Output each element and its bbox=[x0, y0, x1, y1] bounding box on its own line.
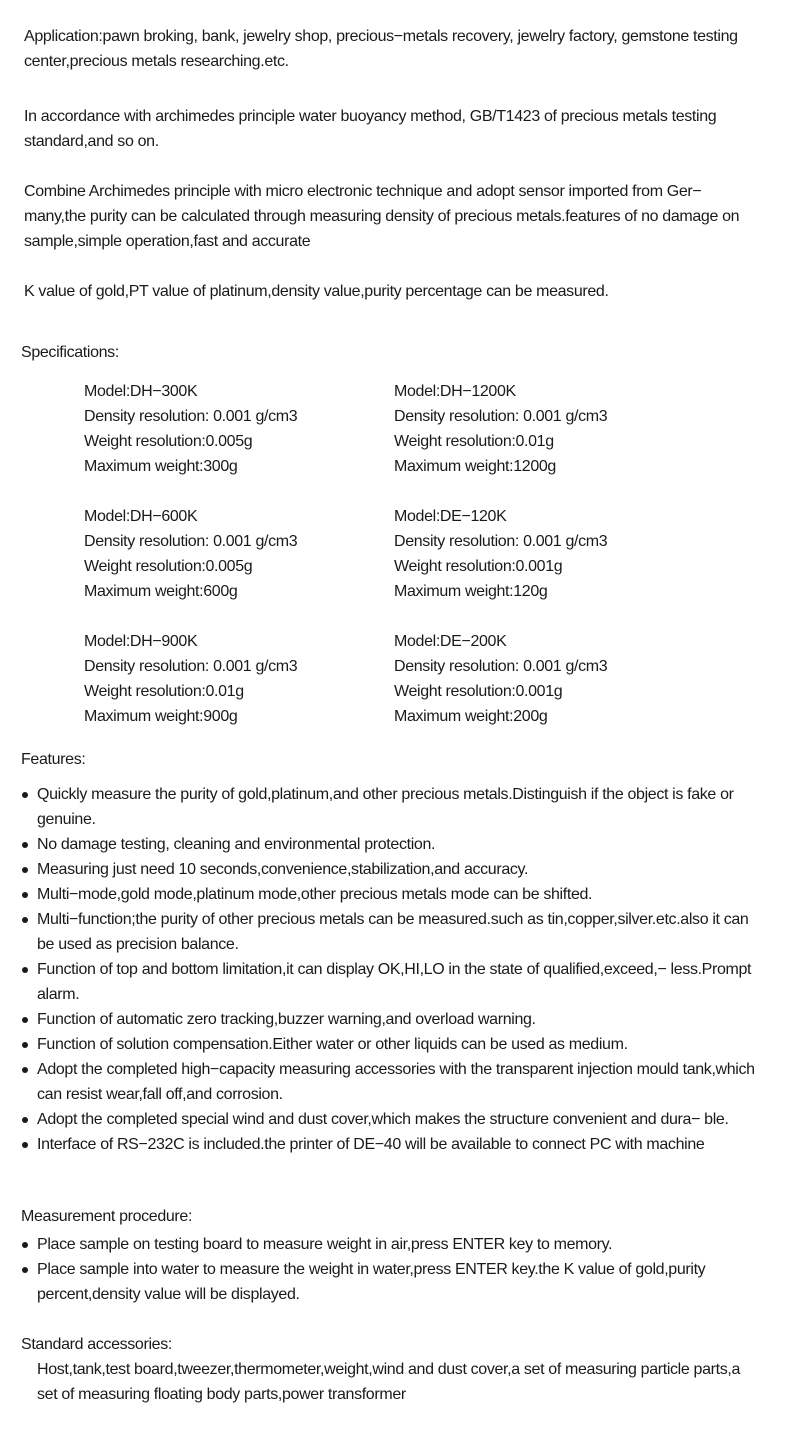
spec-model: Model:DH−900K bbox=[84, 633, 198, 650]
spec-weight-resolution: Weight resolution:0.005g bbox=[84, 558, 253, 575]
spec-weight-resolution: Weight resolution:0.001g bbox=[394, 683, 563, 700]
feature-item: Quickly measure the purity of gold,platinum,and other precious metals.Distinguish if the object is fake or genuine. bbox=[21, 782, 761, 832]
spec-model: Model:DE−120K bbox=[394, 508, 507, 525]
feature-item: Multi−mode,gold mode,platinum mode,other precious metals mode can be shifted. bbox=[21, 882, 761, 907]
spec-density: Density resolution: 0.001 g/cm3 bbox=[394, 408, 608, 425]
spec-density: Density resolution: 0.001 g/cm3 bbox=[394, 533, 608, 550]
spec-weight-resolution: Weight resolution:0.005g bbox=[84, 433, 253, 450]
feature-item: Interface of RS−232C is included.the printer of DE−40 will be available to connect PC with machine bbox=[21, 1132, 761, 1157]
spec-density: Density resolution: 0.001 g/cm3 bbox=[84, 533, 298, 550]
feature-item: Function of solution compensation.Either water or other liquids can be used as medium. bbox=[21, 1032, 761, 1057]
kvalue-paragraph: K value of gold,PT value of platinum,density value,purity percentage can be measured. bbox=[24, 283, 609, 300]
feature-item: Function of top and bottom limitation,it can display OK,HI,LO in the state of qualified,exceed,− less.Prompt alarm. bbox=[21, 957, 761, 1007]
procedure-heading: Measurement procedure: bbox=[21, 1208, 193, 1225]
spec-max-weight: Maximum weight:120g bbox=[394, 583, 548, 600]
spec-density: Density resolution: 0.001 g/cm3 bbox=[84, 408, 298, 425]
spec-weight-resolution: Weight resolution:0.01g bbox=[394, 433, 554, 450]
principle-paragraph: Combine Archimedes principle with micro electronic technique and adopt sensor imported from Ger− many,the purity can be calculated through measuring density of precious metals.features of no damage on sample,simple operation,fast and accurate bbox=[24, 183, 740, 250]
procedure-step: Place sample on testing board to measure weight in air,press ENTER key to memory. bbox=[21, 1232, 761, 1257]
spec-model-card bbox=[84, 504, 384, 604]
spec-model: Model:DH−300K bbox=[84, 383, 198, 400]
feature-item: Function of automatic zero tracking,buzzer warning,and overload warning. bbox=[21, 1007, 761, 1032]
spec-weight-resolution: Weight resolution:0.001g bbox=[394, 558, 563, 575]
feature-item: Multi−function;the purity of other precious metals can be measured.such as tin,copper,silver.etc.also it can be used as precision balance. bbox=[21, 907, 761, 957]
feature-item: Adopt the completed high−capacity measuring accessories with the transparent injection mould tank,which can resist wear,fall off,and corrosion. bbox=[21, 1057, 761, 1107]
spec-model: Model:DH−600K bbox=[84, 508, 198, 525]
spec-density: Density resolution: 0.001 g/cm3 bbox=[84, 658, 298, 675]
features-heading: Features: bbox=[21, 751, 86, 768]
spec-max-weight: Maximum weight:300g bbox=[84, 458, 238, 475]
spec-model: Model:DH−1200K bbox=[394, 383, 516, 400]
application-label: Application: bbox=[24, 28, 103, 45]
spec-density: Density resolution: 0.001 g/cm3 bbox=[394, 658, 608, 675]
spec-model-card bbox=[394, 629, 694, 729]
spec-max-weight: Maximum weight:200g bbox=[394, 708, 548, 725]
accessories-heading: Standard accessories: bbox=[21, 1336, 172, 1353]
application-paragraph bbox=[24, 24, 764, 74]
spec-model-card bbox=[84, 629, 384, 729]
feature-item: Adopt the completed special wind and dust cover,which makes the structure convenient and dura− ble. bbox=[21, 1107, 761, 1132]
spec-model: Model:DE−200K bbox=[394, 633, 507, 650]
spec-max-weight: Maximum weight:600g bbox=[84, 583, 238, 600]
procedure-step: Place sample into water to measure the weight in water,press ENTER key.the K value of gold,purity percent,density value will be displayed. bbox=[21, 1257, 761, 1307]
spec-model-card bbox=[394, 504, 694, 604]
standard-paragraph: In accordance with archimedes principle water buoyancy method, GB/T1423 of precious metals testing standard,and so on. bbox=[24, 108, 717, 150]
spec-model-card bbox=[394, 379, 694, 479]
features-list bbox=[21, 782, 761, 1157]
spec-max-weight: Maximum weight:1200g bbox=[394, 458, 556, 475]
accessories-text: Host,tank,test board,tweezer,thermometer,weight,wind and dust cover,a set of measuring particle parts,a set of measuring floating body parts,power transformer bbox=[37, 1361, 740, 1403]
specifications-heading: Specifications: bbox=[21, 344, 119, 361]
spec-max-weight: Maximum weight:900g bbox=[84, 708, 238, 725]
spec-model-card bbox=[84, 379, 384, 479]
application-text: pawn broking, bank, jewelry shop, precious−metals recovery, jewelry factory, gemstone testing center,precious metals researching.etc. bbox=[24, 28, 738, 70]
procedure-list bbox=[21, 1232, 761, 1307]
feature-item: No damage testing, cleaning and environmental protection. bbox=[21, 832, 761, 857]
feature-item: Measuring just need 10 seconds,convenience,stabilization,and accuracy. bbox=[21, 857, 761, 882]
spec-weight-resolution: Weight resolution:0.01g bbox=[84, 683, 244, 700]
